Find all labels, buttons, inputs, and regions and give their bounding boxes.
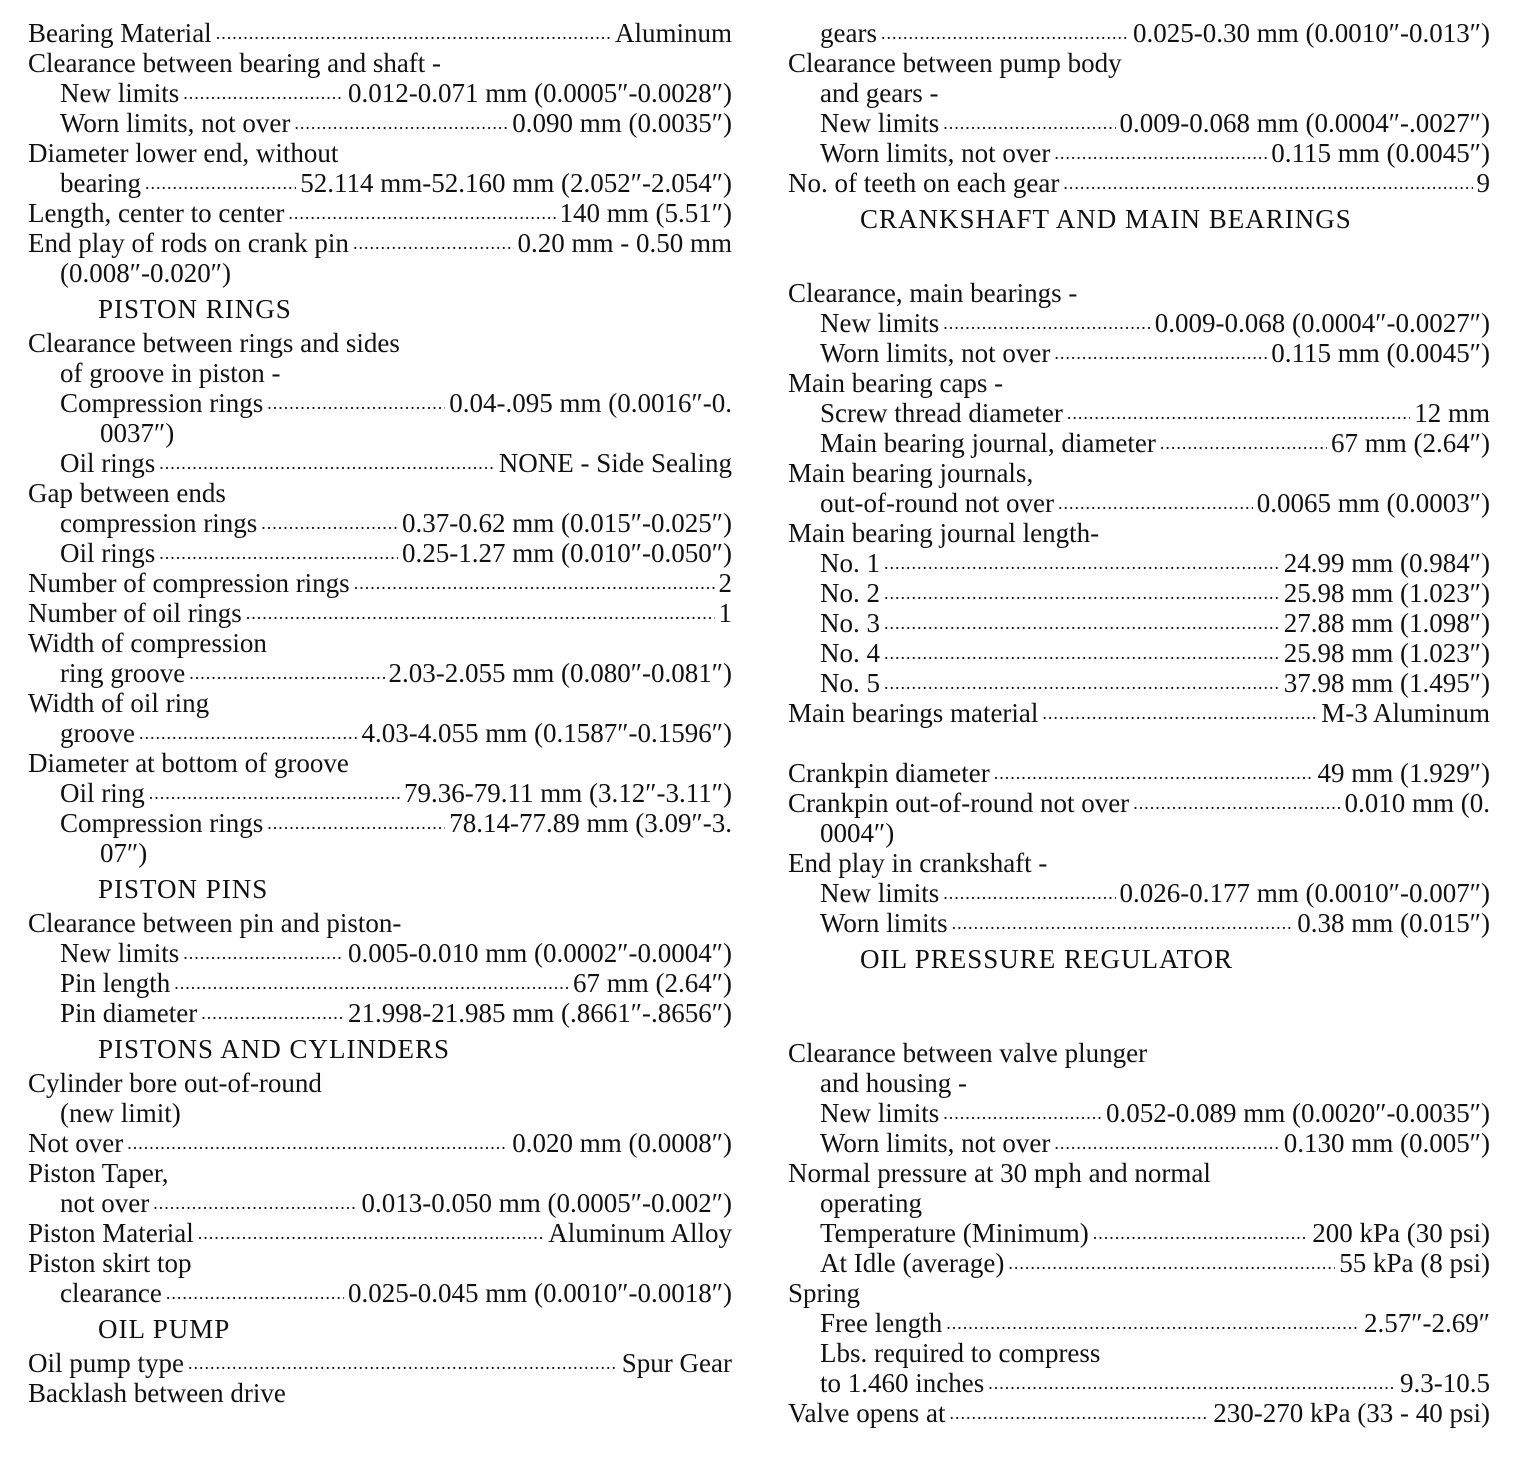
- dot-leader: [1063, 168, 1472, 198]
- spec-row-caps-heading: [788, 368, 1490, 398]
- spec-value: M-3 Aluminum: [1321, 698, 1490, 728]
- spec-row-free-length: [788, 1308, 1490, 1338]
- spec-row-main-new-limits: [788, 308, 1490, 338]
- dot-leader: [1058, 488, 1253, 518]
- spec-label: ring groove: [60, 658, 186, 688]
- section-heading-crankshaft: CRANKSHAFT AND MAIN BEARINGS: [860, 204, 1352, 234]
- spec-row-valve-opens: [788, 1398, 1490, 1428]
- spec-label: compression rings: [60, 508, 258, 538]
- spec-label: out-of-round not over: [820, 488, 1054, 518]
- spec-value: NONE - Side Sealing: [498, 448, 732, 478]
- spec-label: At Idle (average): [820, 1248, 1005, 1278]
- spec-label: Cylinder bore out-of-round: [28, 1068, 322, 1098]
- spec-label: of groove in piston -: [60, 358, 281, 388]
- spacer: [788, 268, 1490, 278]
- spec-label: Oil ring: [60, 778, 145, 808]
- spec-value-continued: (0.008″-0.020″): [60, 258, 231, 288]
- dot-leader: [1133, 788, 1340, 818]
- spec-row-comp-rings-cont: [28, 838, 732, 868]
- spec-value: 0.37-0.62 mm (0.015″-0.025″): [402, 508, 732, 538]
- spec-row-length: [28, 198, 732, 228]
- dot-leader: [994, 758, 1314, 788]
- spec-row-width-oil-heading: [28, 688, 732, 718]
- dot-leader: [884, 548, 1280, 578]
- spec-row-journal-diameter: [788, 428, 1490, 458]
- spacer: [788, 978, 1490, 1008]
- spec-value: 0.20 mm - 0.50 mm: [517, 228, 732, 258]
- spec-value: 0.025-0.30 mm (0.0010″-0.013″): [1133, 18, 1490, 48]
- spec-value: 0.010 mm (0.: [1344, 788, 1490, 818]
- spec-value: 67 mm (2.64″): [573, 968, 732, 998]
- dot-leader: [943, 108, 1115, 138]
- spec-label: End play in crankshaft -: [788, 848, 1048, 878]
- spec-label: Compression rings: [60, 388, 264, 418]
- spacer: [788, 1008, 1490, 1038]
- spec-row-num-compression: [28, 568, 732, 598]
- dot-leader: [267, 808, 445, 838]
- spec-value: Spur Gear: [621, 1348, 732, 1378]
- spec-value: 0.115 mm (0.0045″): [1271, 138, 1490, 168]
- spec-label: Number of compression rings: [28, 568, 350, 598]
- spec-label: Spring: [788, 1278, 861, 1308]
- dot-leader: [189, 658, 384, 688]
- right-column: [788, 18, 1490, 1428]
- spec-row-main-clearance-heading: [788, 278, 1490, 308]
- spec-row-bearing: [28, 168, 732, 198]
- spec-value: 230-270 kPa (33 - 40 psi): [1213, 1398, 1490, 1428]
- spec-row-journal-no1: [788, 548, 1490, 578]
- spec-label: Worn limits, not over: [60, 108, 291, 138]
- spec-label: Piston skirt top: [28, 1248, 192, 1278]
- section-heading-piston-rings: PISTON RINGS: [98, 294, 292, 324]
- spec-value: 37.98 mm (1.495″): [1283, 668, 1490, 698]
- spec-row-pin-new-limits: [28, 938, 732, 968]
- dot-leader: [949, 1398, 1209, 1428]
- spec-label: Not over: [28, 1128, 124, 1158]
- spec-value: 0.115 mm (0.0045″): [1271, 338, 1490, 368]
- spec-row-compress-to: [788, 1368, 1490, 1398]
- spec-row-crankpin-oor: [788, 788, 1490, 818]
- spec-label: Worn limits, not over: [820, 138, 1051, 168]
- spec-row-main-worn-limits: [788, 338, 1490, 368]
- spec-value: 200 kPa (30 psi): [1312, 1218, 1490, 1248]
- dot-leader: [884, 578, 1280, 608]
- dot-leader: [884, 608, 1280, 638]
- dot-leader: [1042, 698, 1317, 728]
- spec-value: 9: [1476, 168, 1490, 198]
- spec-label: to 1.460 inches: [820, 1368, 985, 1398]
- spec-row-crankpin: [788, 758, 1490, 788]
- spec-label: Pin diameter: [60, 998, 198, 1028]
- dot-leader: [201, 998, 344, 1028]
- spec-row-clearance-heading: [28, 48, 732, 78]
- spec-label: Clearance, main bearings -: [788, 278, 1078, 308]
- spec-label: Clearance between valve plunger: [788, 1038, 1148, 1068]
- dot-leader: [988, 1368, 1396, 1398]
- spec-label: clearance: [60, 1278, 162, 1308]
- spec-row-not-over: [28, 1128, 732, 1158]
- spacer: [788, 728, 1490, 758]
- spec-value: 25.98 mm (1.023″): [1283, 578, 1490, 608]
- spec-value: 0.005-0.010 mm (0.0002″-0.0004″): [348, 938, 732, 968]
- spec-row-spring-heading: [788, 1278, 1490, 1308]
- spec-row-width-compression-heading: [28, 628, 732, 658]
- dot-leader: [153, 1188, 357, 1218]
- spec-row-bearing-material: [28, 18, 732, 48]
- spec-value: Aluminum: [614, 18, 732, 48]
- spec-row-housing: [788, 1068, 1490, 1098]
- spec-row-operating: [788, 1188, 1490, 1218]
- spec-row-gap-compression: [28, 508, 732, 538]
- spec-row-new-limit: [28, 1098, 732, 1128]
- dot-leader: [946, 1308, 1360, 1338]
- spec-row-ring-groove: [28, 658, 732, 688]
- spec-row-crankpin-oor-cont: [788, 818, 1490, 848]
- spec-label: No. 4: [820, 638, 880, 668]
- spec-value: 0.013-0.050 mm (0.0005″-0.002″): [361, 1188, 732, 1218]
- spec-label: New limits: [60, 938, 180, 968]
- section-heading-oil-pump: OIL PUMP: [98, 1314, 231, 1344]
- spec-label: Piston Taper,: [28, 1158, 169, 1188]
- spec-label: Clearance between rings and sides: [28, 328, 400, 358]
- dot-leader: [1093, 1218, 1308, 1248]
- spec-label: Clearance between pump body: [788, 48, 1122, 78]
- spec-value-continued: 0037″): [100, 418, 175, 448]
- spec-label: Width of compression: [28, 628, 267, 658]
- spec-row-and-gears: [788, 78, 1490, 108]
- dot-leader: [294, 108, 508, 138]
- spec-label: Normal pressure at 30 mph and normal: [788, 1158, 1211, 1188]
- spec-label: Worn limits, not over: [820, 1128, 1051, 1158]
- spec-value: 2.03-2.055 mm (0.080″-0.081″): [388, 658, 732, 688]
- spec-value: 0.009-0.068 (0.0004″-0.0027″): [1154, 308, 1490, 338]
- dot-leader: [354, 568, 715, 598]
- spec-row-end-play-cont: [28, 258, 732, 288]
- spec-label: operating: [820, 1188, 922, 1218]
- spec-label: Main bearing journal length-: [788, 518, 1100, 548]
- spec-value: 140 mm (5.51″): [559, 198, 732, 228]
- dot-leader: [1008, 1248, 1335, 1278]
- spec-row-backlash-heading: [28, 1378, 732, 1408]
- spec-row-journal-no3: [788, 608, 1490, 638]
- spec-label: Crankpin out-of-round not over: [788, 788, 1130, 818]
- spec-row-end-play: [28, 228, 732, 258]
- spec-value: 79.36-79.11 mm (3.12″-3.11″): [404, 778, 732, 808]
- dot-leader: [183, 78, 344, 108]
- spec-row-pin-clearance-heading: [28, 908, 732, 938]
- dot-leader: [1054, 1128, 1279, 1158]
- spec-row-journal-no5: [788, 668, 1490, 698]
- dot-leader: [145, 168, 296, 198]
- spec-label: Clearance between bearing and shaft -: [28, 48, 442, 78]
- spec-row-journal-length-heading: [788, 518, 1490, 548]
- dot-leader: [884, 638, 1280, 668]
- section-heading-piston-pins: PISTON PINS: [98, 874, 269, 904]
- spec-row-temperature: [788, 1218, 1490, 1248]
- section-heading-pistons-cylinders: PISTONS AND CYLINDERS: [98, 1034, 451, 1064]
- spec-label: Backlash between drive: [28, 1378, 286, 1408]
- spec-label: Valve opens at: [788, 1398, 946, 1428]
- spec-value: 55 kPa (8 psi): [1339, 1248, 1490, 1278]
- spec-row-diameter-heading: [28, 138, 732, 168]
- spec-label: Oil pump type: [28, 1348, 184, 1378]
- left-column: [28, 18, 732, 1408]
- spec-label: End play of rods on crank pin: [28, 228, 349, 258]
- spec-label: No. 3: [820, 608, 880, 638]
- spec-row-compression-rings: [28, 388, 732, 418]
- spacer: [788, 238, 1490, 268]
- spec-row-plunger-heading: [788, 1038, 1490, 1068]
- spec-label: Pin length: [60, 968, 171, 998]
- spec-row-worn-limits: [28, 108, 732, 138]
- spec-row-lbs-heading: [788, 1338, 1490, 1368]
- spec-row-ring-clearance-heading: [28, 328, 732, 358]
- spec-label: groove: [60, 718, 135, 748]
- spec-label: Diameter at bottom of groove: [28, 748, 349, 778]
- spec-row-compression-cont: [28, 418, 732, 448]
- spec-row-pump-body-heading: [788, 48, 1490, 78]
- spec-label: No. 2: [820, 578, 880, 608]
- spec-row-taper-not-over: [28, 1188, 732, 1218]
- dot-leader: [943, 878, 1115, 908]
- spec-value: Aluminum Alloy: [548, 1218, 732, 1248]
- spec-label: Crankpin diameter: [788, 758, 990, 788]
- spec-label: New limits: [820, 108, 940, 138]
- spec-label: Compression rings: [60, 808, 264, 838]
- spec-row-skirt-heading: [28, 1248, 732, 1278]
- spec-label: Main bearing caps -: [788, 368, 1004, 398]
- spec-row-journals-heading: [788, 458, 1490, 488]
- spec-row-pin-diameter: [28, 998, 732, 1028]
- section-heading-oil-pressure: OIL PRESSURE REGULATOR: [860, 944, 1234, 974]
- dot-leader: [1067, 398, 1410, 428]
- spec-row-teeth: [788, 168, 1490, 198]
- spec-row-oil-ring: [28, 778, 732, 808]
- dot-leader: [288, 198, 555, 228]
- spec-row-pump-worn-limits: [788, 138, 1490, 168]
- spec-row-num-oil: [28, 598, 732, 628]
- spec-value: 52.114 mm-52.160 mm (2.052″-2.054″): [300, 168, 732, 198]
- spec-row-journal-no2: [788, 578, 1490, 608]
- spec-label: gears: [820, 18, 877, 48]
- dot-leader: [1160, 428, 1327, 458]
- spec-row-main-material: [788, 698, 1490, 728]
- dot-leader: [183, 938, 344, 968]
- spec-value-continued: 0004″): [820, 818, 895, 848]
- spec-label: Length, center to center: [28, 198, 285, 228]
- spec-label: Width of oil ring: [28, 688, 210, 718]
- spec-label: and housing -: [820, 1068, 967, 1098]
- spec-row-reg-new-limits: [788, 1098, 1490, 1128]
- spec-row-gap-heading: [28, 478, 732, 508]
- spec-label: Temperature (Minimum): [820, 1218, 1089, 1248]
- spec-row-thread: [788, 398, 1490, 428]
- dot-leader: [159, 448, 495, 478]
- spec-value: 0.38 mm (0.015″): [1297, 908, 1490, 938]
- spec-label: Diameter lower end, without: [28, 138, 339, 168]
- spec-label: No. 1: [820, 548, 880, 578]
- spec-value: 27.88 mm (1.098″): [1283, 608, 1490, 638]
- dot-leader: [952, 908, 1294, 938]
- spec-row-gap-oil: [28, 538, 732, 568]
- spec-value: 78.14-77.89 mm (3.09″-3.: [449, 808, 732, 838]
- spec-label: bearing: [60, 168, 141, 198]
- dot-leader: [884, 668, 1280, 698]
- dot-leader: [353, 228, 514, 258]
- spec-label: New limits: [60, 78, 180, 108]
- spec-value: 9.3-10.5: [1400, 1368, 1490, 1398]
- spec-label: (new limit): [60, 1098, 181, 1128]
- spec-label: Oil rings: [60, 538, 156, 568]
- spec-label: No. 5: [820, 668, 880, 698]
- spec-value: 0.04-.095 mm (0.0016″-0.: [449, 388, 732, 418]
- spec-row-groove-heading: [28, 358, 732, 388]
- spec-value: 0.009-0.068 mm (0.0004″-.0027″): [1119, 108, 1490, 138]
- spec-label: Main bearing journals,: [788, 458, 1034, 488]
- spec-value: 0.020 mm (0.0008″): [512, 1128, 732, 1158]
- spec-value: 25.98 mm (1.023″): [1283, 638, 1490, 668]
- spec-label: Bearing Material: [28, 18, 212, 48]
- dot-leader: [261, 508, 398, 538]
- spec-value: 2.57″-2.69″: [1364, 1308, 1490, 1338]
- spec-value: 24.99 mm (0.984″): [1283, 548, 1490, 578]
- spec-label: New limits: [820, 308, 940, 338]
- spec-row-reg-worn-limits: [788, 1128, 1490, 1158]
- spec-value: 4.03-4.055 mm (0.1587″-0.1596″): [361, 718, 732, 748]
- spec-row-pump-new-limits: [788, 108, 1490, 138]
- dot-leader: [159, 538, 398, 568]
- spec-row-skirt-clearance: [28, 1278, 732, 1308]
- spec-row-comp-rings: [28, 808, 732, 838]
- dot-leader: [166, 1278, 344, 1308]
- dot-leader: [943, 308, 1151, 338]
- spec-label: Clearance between pin and piston-: [28, 908, 402, 938]
- spec-value: 0.025-0.045 mm (0.0010″-0.0018″): [348, 1278, 732, 1308]
- spec-label: not over: [60, 1188, 150, 1218]
- spec-value: 1: [718, 598, 732, 628]
- spec-value: 12 mm: [1414, 398, 1490, 428]
- spec-label: Main bearing journal, diameter: [820, 428, 1156, 458]
- spec-row-journal-no4: [788, 638, 1490, 668]
- spec-value: 67 mm (2.64″): [1331, 428, 1490, 458]
- spec-value-continued: 07″): [100, 838, 148, 868]
- spec-label: Gap between ends: [28, 478, 226, 508]
- dot-leader: [216, 18, 611, 48]
- spec-label: Lbs. required to compress: [820, 1338, 1101, 1368]
- spec-row-diameter-bottom-heading: [28, 748, 732, 778]
- spec-label: Oil rings: [60, 448, 156, 478]
- spec-row-ep-new: [788, 878, 1490, 908]
- spec-value: 0.0065 mm (0.0003″): [1256, 488, 1490, 518]
- spec-value: 21.998-21.985 mm (.8661″-.8656″): [348, 998, 732, 1028]
- spec-label: Screw thread diameter: [820, 398, 1063, 428]
- spec-value: 0.026-0.177 mm (0.0010″-0.007″): [1119, 878, 1490, 908]
- spec-row-bore-heading: [28, 1068, 732, 1098]
- dot-leader: [1054, 338, 1267, 368]
- spec-row-oil-rings: [28, 448, 732, 478]
- spec-row-pump-type: [28, 1348, 732, 1378]
- spec-value: 0.130 mm (0.005″): [1283, 1128, 1490, 1158]
- spec-row-new-limits: [28, 78, 732, 108]
- spec-row-piston-material: [28, 1218, 732, 1248]
- spec-label: Piston Material: [28, 1218, 194, 1248]
- spec-label: No. of teeth on each gear: [788, 168, 1060, 198]
- spec-value: 0.090 mm (0.0035″): [512, 108, 732, 138]
- spec-value: 49 mm (1.929″): [1317, 758, 1490, 788]
- spec-row-end-play-heading: [788, 848, 1490, 878]
- spec-label: Free length: [820, 1308, 943, 1338]
- spec-row-gears: [788, 18, 1490, 48]
- spec-value: 0.012-0.071 mm (0.0005″-0.0028″): [348, 78, 732, 108]
- spec-label: Worn limits, not over: [820, 338, 1051, 368]
- dot-leader: [188, 1348, 618, 1378]
- spec-label: Number of oil rings: [28, 598, 242, 628]
- spec-label: New limits: [820, 1098, 940, 1128]
- dot-leader: [267, 388, 445, 418]
- spec-value: 0.25-1.27 mm (0.010″-0.050″): [402, 538, 732, 568]
- dot-leader: [1054, 138, 1267, 168]
- dot-leader: [139, 718, 358, 748]
- spec-row-journals-oor: [788, 488, 1490, 518]
- spec-value: 2: [718, 568, 732, 598]
- dot-leader: [943, 1098, 1102, 1128]
- dot-leader: [174, 968, 569, 998]
- spec-row-idle: [788, 1248, 1490, 1278]
- spec-value: 0.052-0.089 mm (0.0020″-0.0035″): [1106, 1098, 1490, 1128]
- spec-row-ep-worn: [788, 908, 1490, 938]
- dot-leader: [127, 1128, 508, 1158]
- spec-row-taper-heading: [28, 1158, 732, 1188]
- dot-leader: [149, 778, 400, 808]
- spec-label: New limits: [820, 878, 940, 908]
- spec-row-pin-length: [28, 968, 732, 998]
- dot-leader: [246, 598, 715, 628]
- dot-leader: [198, 1218, 544, 1248]
- spec-row-oil-groove: [28, 718, 732, 748]
- spec-label: Main bearings material: [788, 698, 1039, 728]
- spec-label: Worn limits: [820, 908, 948, 938]
- dot-leader: [881, 18, 1129, 48]
- spec-row-normal-heading: [788, 1158, 1490, 1188]
- spec-label: and gears -: [820, 78, 939, 108]
